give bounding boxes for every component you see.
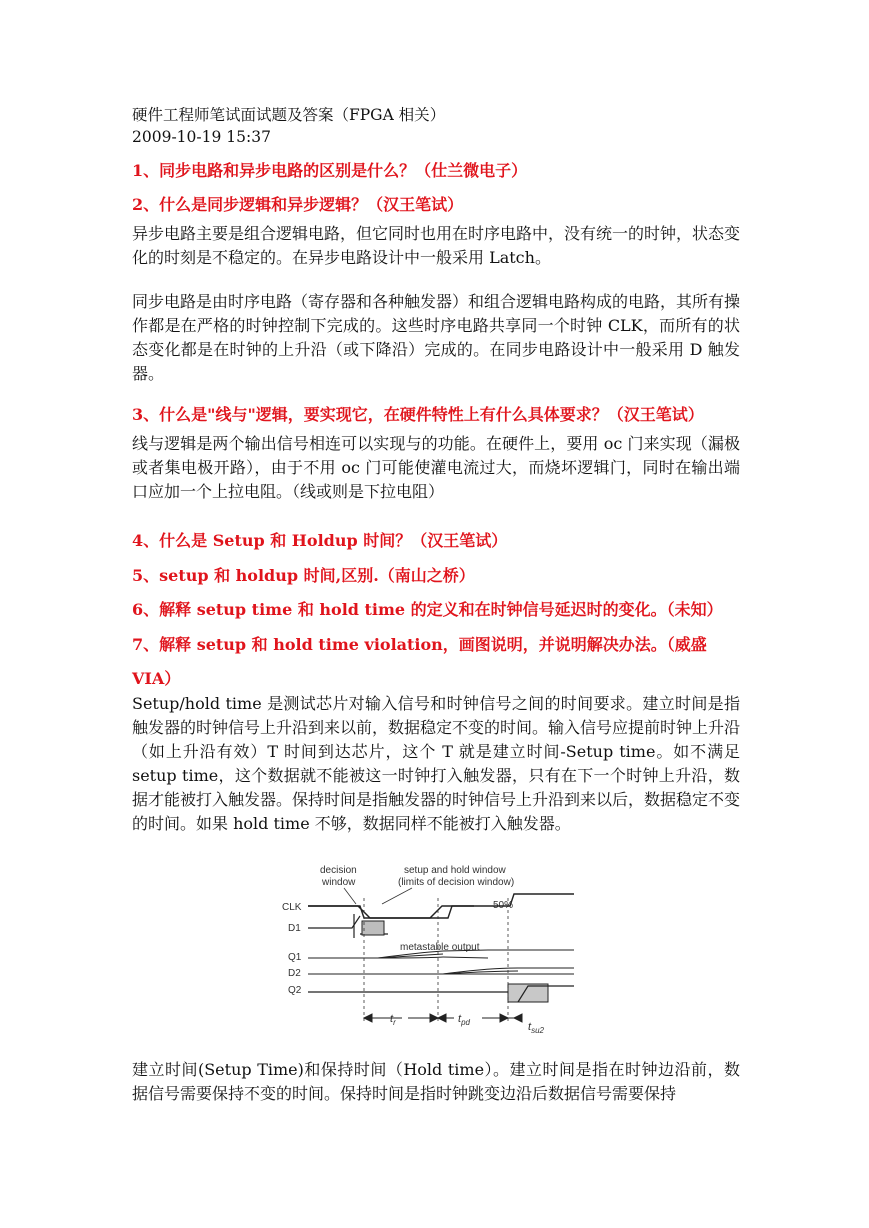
doc-title: 硬件工程师笔试面试题及答案（FPGA 相关） [132, 106, 446, 124]
fig-label-setup-1: setup and hold window [404, 865, 506, 876]
question-6: 6、解释 setup time 和 hold time 的定义和在时钟信号延迟时的变化。（未知） [132, 600, 723, 619]
question-7-line-1: 7、解释 setup 和 hold time violation，画图说明，并说明解决办法。（威盛 [132, 635, 707, 654]
fig-label-50-percent: 50% [493, 900, 514, 911]
fig-label-d1: D1 [288, 923, 301, 934]
fig-label-d2: D2 [288, 968, 301, 979]
question-7-line-2: VIA） [132, 669, 181, 688]
fig-label-tsu2: $t_{su2}$ [528, 1021, 544, 1035]
question-5: 5、setup 和 holdup 时间,区别.（南山之桥） [132, 566, 475, 585]
answer-7: Setup/hold time 是测试芯片对输入信号和时钟信号之间的时间要求。建立时间是指触发器的时钟信号上升沿到来以前，数据稳定不变的时间。输入信号应提前时钟上升沿（如上升沿有效）T 时间到达芯片，这个 T 就是建立时间-Setup time。如不满足 setup time，这个数据就不能被这一时钟打入触发器，只有在下一个时钟上升沿，数据才能被打入触发器。保持时间是指触发器的时钟信号上升沿到来以后，数据稳定不变的时间。如果 hold time 不够，数据同样不能被打入触发器。 [132, 694, 741, 833]
question-1: 1、同步电路和异步电路的区别是什么？（仕兰微电子） [132, 161, 528, 180]
fig-label-clk: CLK [282, 902, 302, 913]
fig-label-q1: Q1 [288, 952, 302, 963]
answer-setup-hold-definition: 建立时间(Setup Time)和保持时间（Hold time）。建立时间是指在时钟边沿前，数据信号需要保持不变的时间。保持时间是指时钟跳变边沿后数据信号需要保持 [132, 1060, 740, 1103]
question-4: 4、什么是 Setup 和 Holdup 时间？（汉王笔试） [132, 531, 508, 550]
fig-label-metastable: metastable output [400, 942, 480, 953]
question-3: 3、什么是"线与"逻辑，要实现它，在硬件特性上有什么具体要求？（汉王笔试） [132, 405, 704, 424]
question-2: 2、什么是同步逻辑和异步逻辑？（汉王笔试） [132, 195, 464, 214]
fig-label-decision-1: decision [320, 865, 357, 876]
fig-label-setup-2: (limits of decision window) [398, 877, 515, 888]
fig-label-decision-2: window [322, 877, 356, 888]
doc-date: 2009-10-19 15:37 [132, 128, 271, 146]
fig-setup-hold-window [362, 921, 384, 935]
answer-3: 线与逻辑是两个输出信号相连可以实现与的功能。在硬件上，要用 oc 门来实现（漏极或者集电极开路），由于不用 oc 门可能使灌电流过大，而烧坏逻辑门，同时在输出端口应加一个上拉电阻。（线或则是下拉电阻） [132, 434, 740, 501]
fig-label-tr: $t_r$ [390, 1013, 396, 1027]
doc-header [132, 104, 740, 148]
timing-diagram [278, 858, 590, 1036]
answer-2-async: 异步电路主要是组合逻辑电路，但它同时也用在时序电路中，没有统一的时钟，状态变化的时刻是不稳定的。在异步电路设计中一般采用 Latch。 [132, 224, 741, 267]
answer-2-sync: 同步电路是由时序电路（寄存器和各种触发器）和组合逻辑电路构成的电路，其所有操作都是在严格的时钟控制下完成的。这些时序电路共享同一个时钟 CLK，而所有的状态变化都是在时钟的上升沿（或下降沿）完成的。在同步电路设计中一般采用 D 触发器。 [132, 292, 741, 383]
fig-label-tpd: $t_{pd}$ [458, 1013, 470, 1027]
fig-label-q2: Q2 [288, 985, 302, 996]
